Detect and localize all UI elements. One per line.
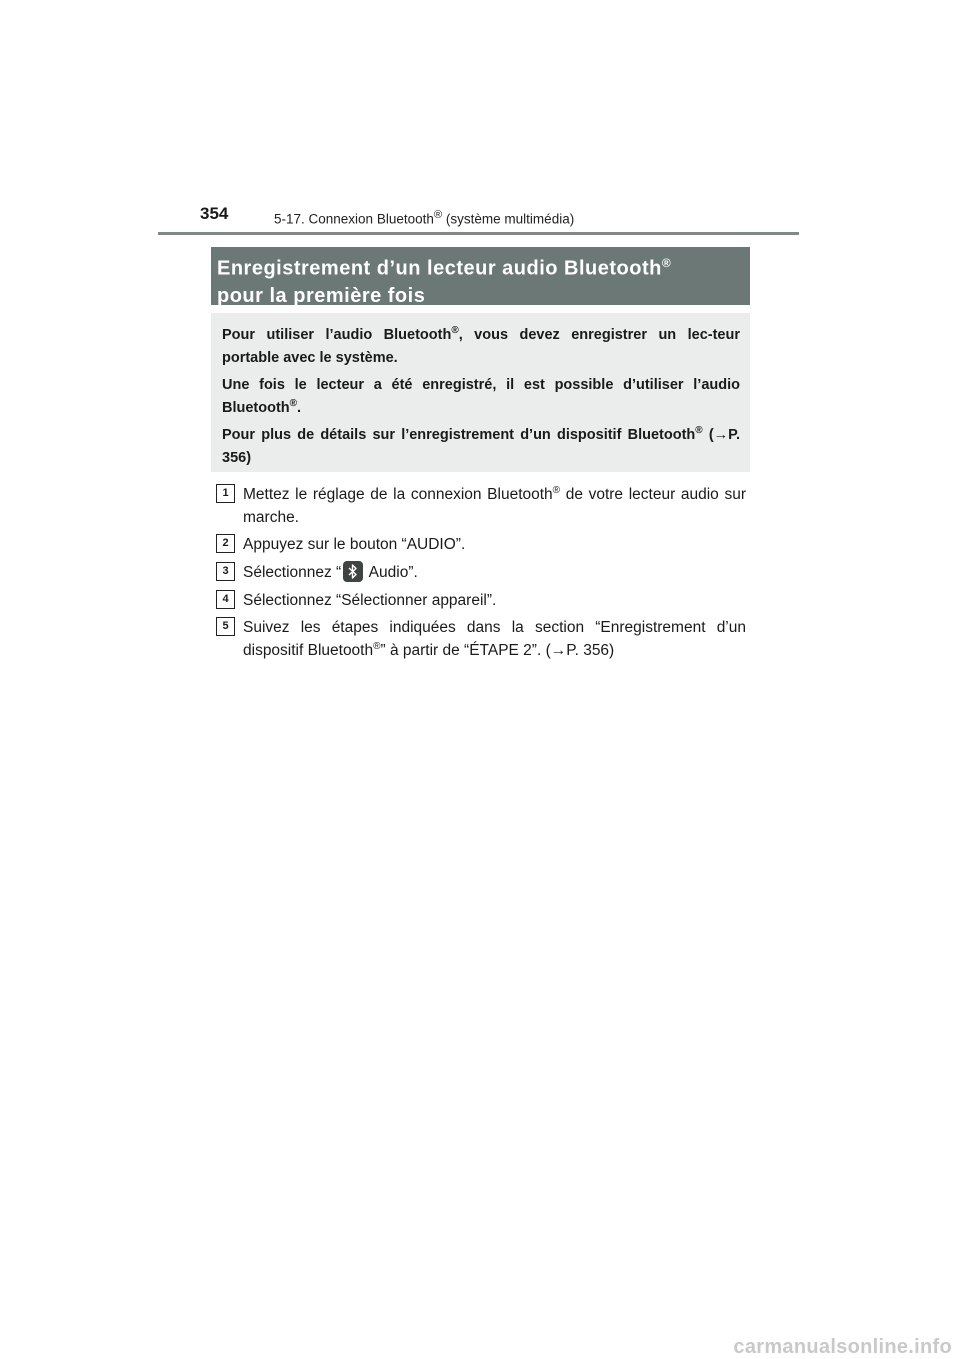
step-2 [216, 533, 746, 556]
bluetooth-icon [343, 561, 363, 582]
step-1 [216, 483, 746, 529]
intro-paragraph-1: Pour utiliser l’audio Bluetooth®, vous devez enregistrer un lec-teur portable avec le système. [222, 325, 740, 366]
watermark-text: carmanualsonline.info [733, 1336, 952, 1358]
step-text: Sélectionnez “ Audio”. [243, 561, 746, 584]
step-number: 2 [216, 534, 235, 553]
step-3 [216, 561, 746, 584]
section-title [211, 247, 750, 305]
step-text: Suivez les étapes indiquées dans la section “Enregistrement d’un dispositif Bluetooth®” à partir de “ÉTAPE 2”. (→P. 356) [243, 619, 746, 659]
intro-paragraph-2: Une fois le lecteur a été enregistré, il est possible d’utiliser l’audio Bluetooth®. [222, 377, 740, 416]
step-5 [216, 616, 746, 662]
page-number: 354 [200, 204, 229, 223]
intro-paragraph-3: Pour plus de détails sur l’enregistrement d’un dispositif Bluetooth® (→P. 356) [222, 425, 740, 466]
section-title-line-2: pour la première fois [217, 284, 426, 307]
intro-box [211, 313, 750, 472]
watermark [0, 1332, 960, 1358]
page-header [158, 200, 799, 234]
step-text: Appuyez sur le bouton “AUDIO”. [243, 536, 466, 553]
step-number: 5 [216, 617, 235, 636]
step-number: 3 [216, 562, 235, 581]
step-number: 1 [216, 484, 235, 503]
step-text: Mettez le réglage de la connexion Bluetooth® de votre lecteur audio sur marche. [243, 484, 746, 526]
chapter-heading: 5-17. Connexion Bluetooth® (système multimédia) [274, 209, 575, 227]
step-4 [216, 589, 746, 612]
header-rule [158, 232, 799, 235]
step-text: Sélectionnez “Sélectionner appareil”. [243, 592, 497, 609]
step-number: 4 [216, 590, 235, 609]
section-title-line-1: Enregistrement d’un lecteur audio Bluetooth® [217, 256, 672, 280]
